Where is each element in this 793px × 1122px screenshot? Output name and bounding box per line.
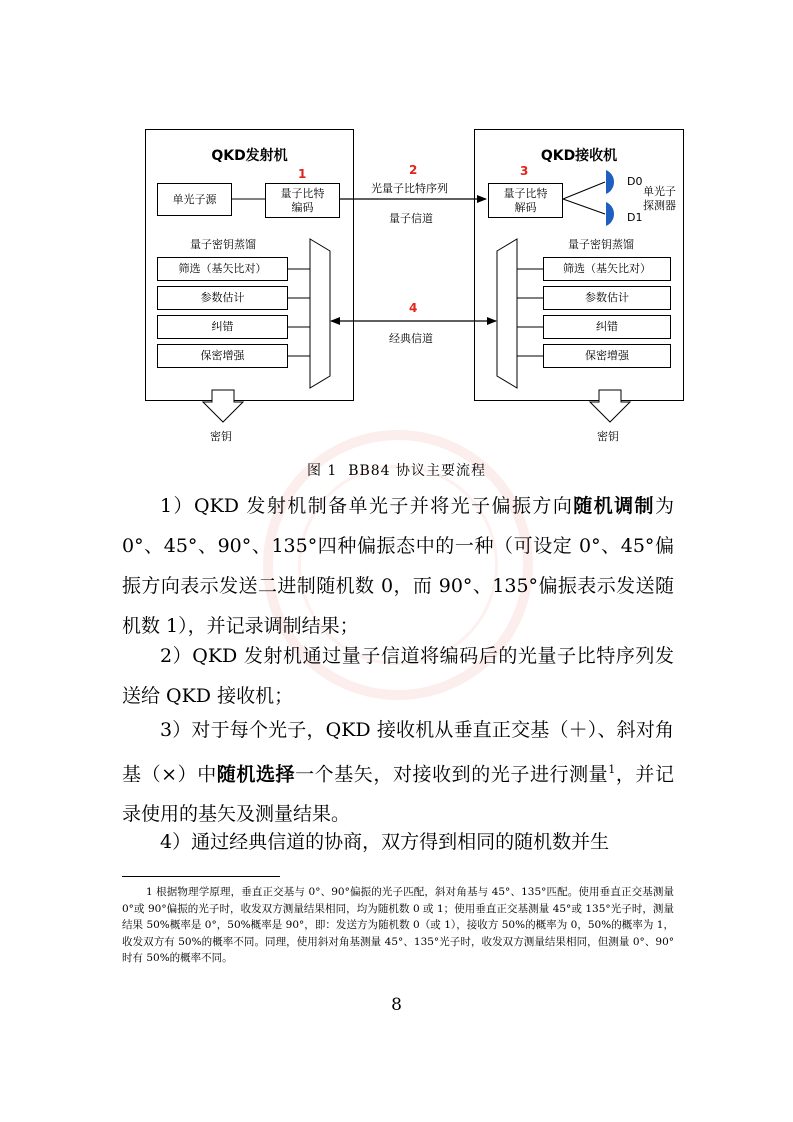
receiver-distill-label: 量子密钥蒸馏 [568,238,634,251]
step-number-1: 1 [298,167,307,181]
detector-label-line2: 探测器 [643,199,676,212]
rx-distill-funnel [497,239,517,388]
tx-step-privacy-amplification: 保密增强 [157,344,288,368]
receiver-key-label: 密钥 [597,430,619,443]
p1-bold: 随机调制 [573,495,655,517]
step-number-4: 4 [409,301,418,315]
tx-key-output-arrow [203,390,243,422]
tx-step-error-correction: 纠错 [157,315,288,339]
receiver-title: QKD接收机 [540,148,618,164]
decode-to-d0-line [563,182,605,199]
transmitter-distill-label: 量子密钥蒸馏 [190,238,256,251]
paragraph-2: 2）QKD 发射机通过量子信道将编码后的光量子比特序列发送给 QKD 接收机； [122,645,674,707]
footnote-ref-1: 1 [608,763,616,776]
quantum-channel-label: 量子信道 [389,212,433,225]
detector-label-line1: 单光子 [643,185,676,198]
rx-step-parameter-estimation: 参数估计 [543,286,671,310]
rx-step-privacy-amplification: 保密增强 [543,344,671,368]
rx-step-sifting: 筛选（基矢比对） [543,257,671,281]
detector-d1-label: D1 [627,211,643,224]
qubit-encode-line2: 编码 [291,200,314,214]
tx-distill-funnel [310,239,330,388]
rx-key-output-arrow [590,390,630,422]
rx-step-error-correction: 纠错 [543,315,671,339]
transmitter-title: QKD发射机 [211,148,288,164]
transmitter-key-label: 密钥 [210,430,232,443]
single-photon-source-box: 单光子源 [157,183,232,216]
p3-bold: 随机选择 [216,763,296,786]
p3-text-b: 一个基矢，对接收到的光子进行测量 [295,763,609,786]
paragraph-4: 4）通过经典信道的协商，双方得到相同的随机数并生 [160,831,610,853]
footnote-text: 1 根据物理学原理，垂直正交基与 0°、90°偏振的光子匹配，斜对角基与 45°、135°匹配。使用垂直正交基测量 0°或 90°偏振的光子时，收发双方测量结果相同，均为随机数 0 或 1；使用垂直正交基测量 45°或 135°光子时，测量结果 50%概率是 0°，50%概率是 90°，即：发送方为随机数 0（或 1），接收方 50%的概率为 0，50%的概率为 1，收发双方有 50%的概率不同。同理，使用斜对角基测量 45°、135°光子时，收发双方测量结果相同，但测量 0°、90°时有 50%的概率不同。 [122,886,675,964]
qubit-decode-line1: 量子比特 [503,186,548,200]
diagram-graphics [0,0,793,460]
tx-step-parameter-estimation: 参数估计 [157,286,288,310]
p1-text-b: 为 0°、45°、90°、135°四种偏振态中的一种（可设定 0°、45°偏振方向表示发送二进制随机数 0，而 90°、135°偏振表示发送随机数 1），并记录调制结果； [122,495,674,637]
p3-text-a: 3）对于每个光子，QKD 接收机从垂直正交基（＋）、斜对角基（×）中 [122,719,674,786]
p3-text-c: ，并记录使用的基矢及测量结果。 [122,763,674,826]
step-number-2: 2 [409,163,418,177]
paragraph-3 [122,710,674,834]
figure-caption: 图 1 BB84 协议主要流程 [306,463,487,479]
tx-step-sifting: 筛选（基矢比对） [157,257,288,281]
paragraph-1 [122,486,674,646]
qubit-encode-line1: 量子比特 [280,186,325,200]
step-number-3: 3 [520,164,529,178]
photon-sequence-label: 光量子比特序列 [371,182,448,195]
decode-to-d1-line [563,199,605,214]
page-number: 8 [391,995,402,1015]
detector-d0-icon [606,170,614,194]
p1-text-a: 1）QKD 发射机制备单光子并将光子偏振方向 [160,495,574,517]
detector-d1-icon [606,202,614,226]
footnote-rule [122,876,280,877]
classical-channel-label: 经典信道 [389,332,433,345]
qubit-decode-line2: 解码 [514,200,537,214]
detector-d0-label: D0 [627,175,643,188]
